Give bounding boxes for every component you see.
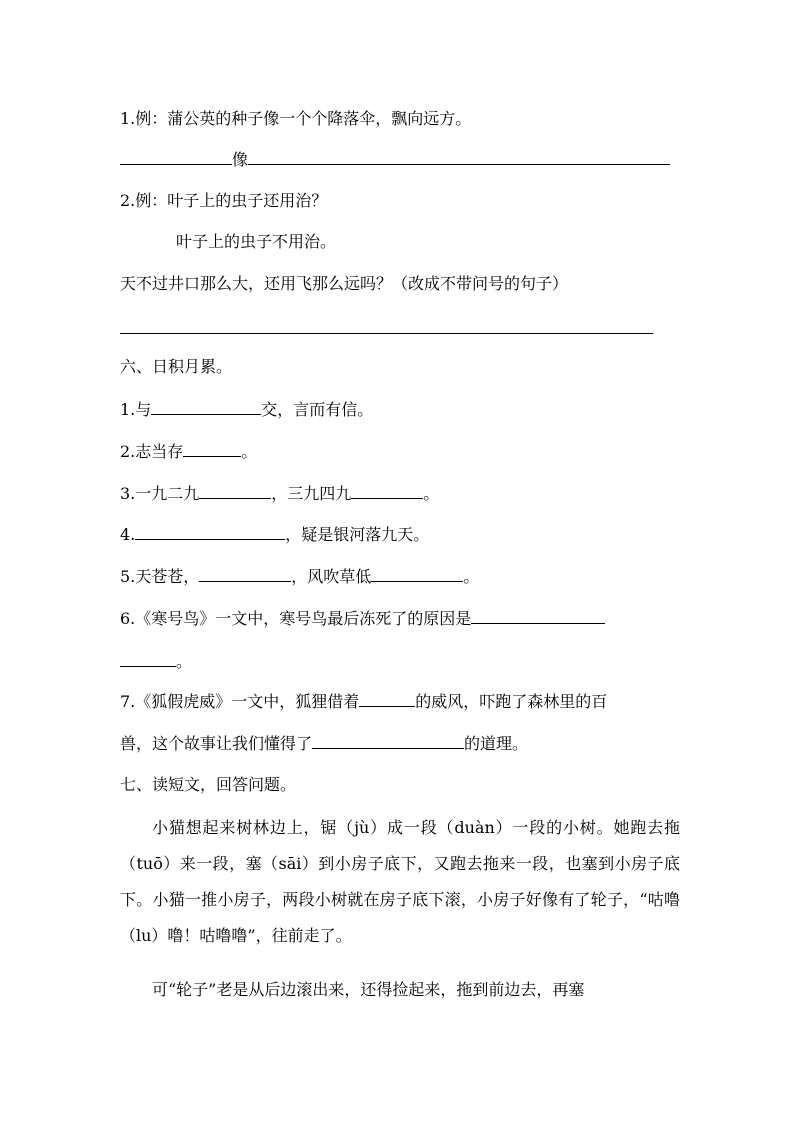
q2-task: 天不过井口那么大，还用飞那么远吗？（改成不带问号的句子）: [120, 274, 569, 293]
s6-q3: [120, 482, 439, 505]
s6-q7-pre: 7.《狐假虎威》一文中，狐狸借着: [120, 692, 360, 711]
s6-q6-end: 。: [176, 652, 193, 671]
s6-q4: [120, 523, 429, 546]
s6-q7: [120, 690, 607, 713]
s6-q6: [120, 607, 605, 630]
s6-q7-line2: [120, 732, 528, 755]
s6-q6-blank-b[interactable]: [120, 650, 176, 667]
s6-q1-blank[interactable]: [151, 398, 261, 415]
q1-mid-text: 像: [232, 150, 249, 169]
s6-q3-post: 。: [423, 484, 440, 503]
s6-q4-blank[interactable]: [135, 523, 285, 540]
section6-title: 六、日积月累。: [120, 357, 233, 376]
s6-q7-line2-pre: 兽，这个故事让我们懂得了: [120, 734, 313, 753]
s6-q6-blank-a[interactable]: [471, 607, 605, 624]
s6-q1-pre: 1.与: [120, 400, 152, 419]
s6-q5-mid: ，风吹草低: [291, 567, 372, 586]
s6-q2-post: 。: [241, 442, 258, 461]
s6-q2-pre: 2.志当存: [120, 442, 184, 461]
s6-q7-line2-post: 的道理。: [464, 734, 529, 753]
s6-q4-post: ，疑是银河落九天。: [285, 525, 430, 544]
s6-q3-mid: ，三九四九: [271, 484, 352, 503]
s6-q2-blank[interactable]: [183, 440, 241, 457]
s6-q3-pre: 3.一九二九: [120, 484, 200, 503]
s6-q5: [120, 565, 479, 588]
s6-q7-blank-b[interactable]: [312, 732, 464, 749]
s6-q5-blank-b[interactable]: [371, 565, 463, 582]
q2-answer-line[interactable]: [120, 333, 653, 334]
q1-answer-line: [120, 148, 670, 171]
q1-blank-b[interactable]: [248, 148, 670, 165]
s6-q5-blank-a[interactable]: [199, 565, 291, 582]
s6-q3-blank-a[interactable]: [199, 482, 271, 499]
section7-title: 七、读短文，回答问题。: [120, 775, 297, 794]
q2-example-answer: 叶子上的虫子不用治。: [176, 232, 337, 251]
s6-q7-mid: 的威风，吓跑了森林里的百: [415, 692, 608, 711]
s6-q6-text: 6.《寒号鸟》一文中，寒号鸟最后冻死了的原因是: [120, 609, 472, 628]
s6-q3-blank-b[interactable]: [351, 482, 423, 499]
passage-paragraph-2: 可“轮子”老是从后边滚出来，还得捡起来，拖到前边去，再塞: [152, 980, 585, 999]
s6-q1-post: 交，言而有信。: [261, 400, 374, 419]
s6-q6-cont: [120, 650, 192, 673]
s6-q5-pre: 5.天苍苍，: [120, 567, 200, 586]
s6-q2: [120, 440, 257, 463]
s6-q5-post: 。: [463, 567, 480, 586]
s6-q1: [120, 398, 373, 421]
q2-example-question: 2.例：叶子上的虫子还用治？: [120, 191, 328, 210]
q1-blank-a[interactable]: [120, 148, 232, 165]
s6-q7-blank-a[interactable]: [359, 690, 415, 707]
q1-example: 1.例：蒲公英的种子像一个个降落伞，飘向远方。: [120, 109, 472, 128]
s6-q4-pre: 4.: [120, 525, 136, 544]
passage-paragraph-1: 小猫想起来树林边上，锯（jù）成一段（duàn）一段的小树。她跑去拖（tuō）来一段，塞（sāi）到小房子底下，又跑去拖来一段，也塞到小房子底下。小猫一推小房子，两段小树就在房子底下滚，小房子好像有了轮子，“咕噜（lu）噜！咕噜噜”，往前走了。: [120, 818, 680, 945]
